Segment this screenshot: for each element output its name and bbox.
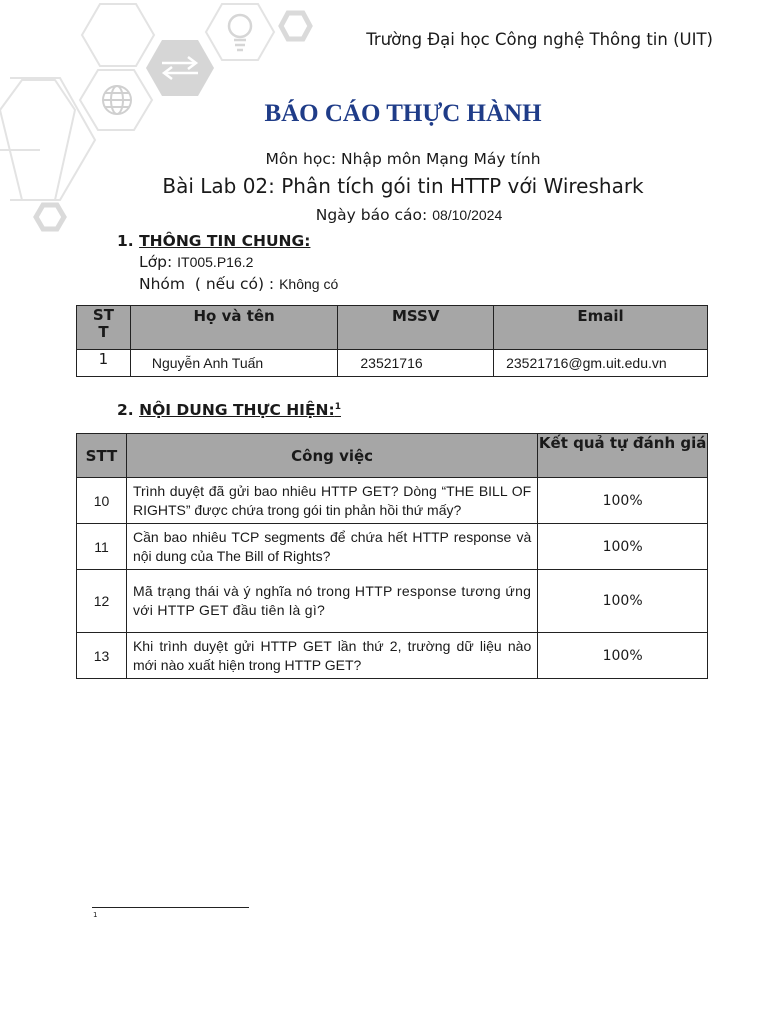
date-value: 08/10/2024 — [432, 207, 503, 223]
subject-line: Môn học: Nhập môn Mạng Máy tính — [265, 150, 541, 168]
task-result: 100% — [538, 524, 708, 570]
header-result: Kết quả tự đánh giá — [538, 434, 708, 478]
header-stt: ST T — [77, 306, 131, 350]
class-value: IT005.P16.2 — [177, 254, 254, 270]
section-title: NỘI DUNG THỰC HIỆN: — [139, 401, 335, 419]
table-header-row — [77, 306, 708, 350]
group-value: Không có — [279, 276, 339, 292]
task-stt: 10 — [77, 478, 127, 524]
school-name: Trường Đại học Công nghệ Thông tin (UIT) — [366, 30, 713, 49]
date-label: Ngày báo cáo: — [315, 206, 428, 224]
section-number: 1. — [117, 232, 134, 250]
tasks-table — [76, 433, 708, 679]
task-description: Mã trạng thái và ý nghĩa nó trong HTTP response tương ứng với HTTP GET đầu tiên là gì? — [126, 570, 537, 633]
section-general-info-heading — [117, 232, 310, 250]
task-stt: 13 — [77, 633, 127, 679]
task-description: Cần bao nhiêu TCP segments để chứa hết HTTP response và nội dung của The Bill of Rights? — [126, 524, 537, 570]
class-label: Lớp: — [139, 253, 173, 271]
members-table — [76, 305, 708, 377]
group-label: Nhóm ( nếu có) : — [139, 275, 275, 293]
table-row — [77, 633, 708, 679]
lab-title: Bài Lab 02: Phân tích gói tin HTTP với Wireshark — [162, 174, 644, 198]
report-title: BÁO CÁO THỰC HÀNH — [264, 100, 542, 127]
section-number: 2. — [117, 401, 134, 419]
table-row — [77, 350, 708, 377]
task-stt: 11 — [77, 524, 127, 570]
table-row — [77, 478, 708, 524]
member-mssv: 23521716 — [338, 350, 494, 377]
section-content-heading — [117, 401, 341, 419]
member-email: 23521716@gm.uit.edu.vn — [494, 350, 708, 377]
task-description: Trình duyệt đã gửi bao nhiêu HTTP GET? Dòng “THE BILL OF RIGHTS” được chứa trong gói tin phản hồi thứ mấy? — [126, 478, 537, 524]
footnote-ref: 1 — [334, 401, 341, 412]
report-date — [0, 206, 768, 224]
member-name: Nguyễn Anh Tuấn — [130, 350, 338, 377]
footnote-separator — [92, 907, 249, 908]
header-mssv: MSSV — [338, 306, 494, 350]
task-result: 100% — [538, 633, 708, 679]
table-row — [77, 570, 708, 633]
header-name: Họ và tên — [130, 306, 338, 350]
task-stt: 12 — [77, 570, 127, 633]
group-line — [139, 275, 338, 293]
table-header-row — [77, 434, 708, 478]
task-result: 100% — [538, 478, 708, 524]
member-stt: 1 — [77, 350, 131, 377]
class-line — [139, 253, 253, 271]
task-description: Khi trình duyệt gửi HTTP GET lần thứ 2, trường dữ liệu nào mới nào xuất hiện trong HTTP GET? — [126, 633, 537, 679]
footnote-mark: 1 — [93, 911, 98, 919]
header-stt: STT — [77, 434, 127, 478]
section-title: THÔNG TIN CHUNG: — [139, 232, 311, 250]
table-row — [77, 524, 708, 570]
header-task: Công việc — [126, 434, 537, 478]
header-email: Email — [494, 306, 708, 350]
task-result: 100% — [538, 570, 708, 633]
